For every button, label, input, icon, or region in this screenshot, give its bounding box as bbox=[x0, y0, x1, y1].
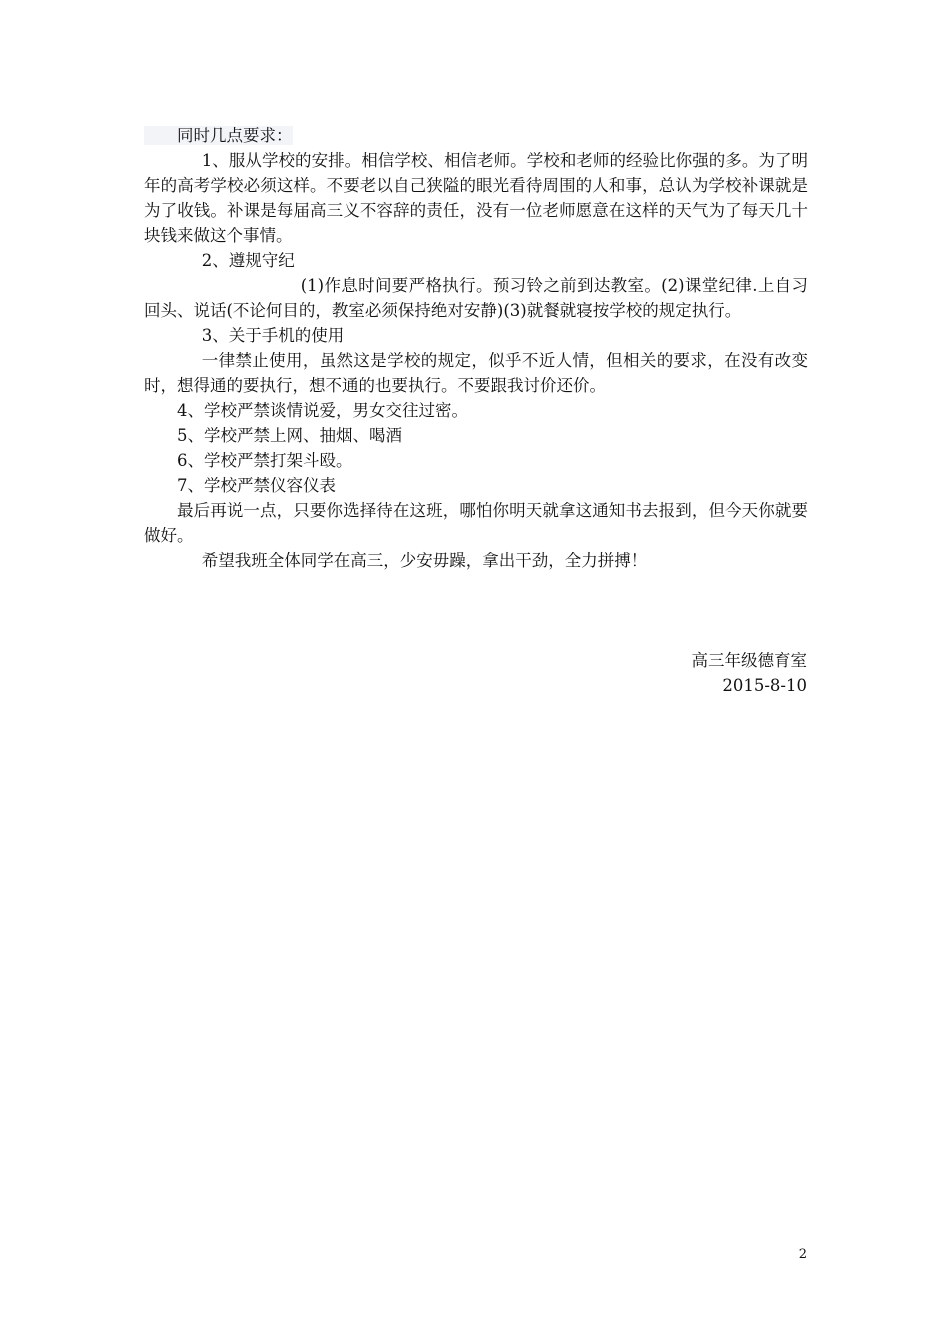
item-5: 5、学校严禁上网、抽烟、喝酒 bbox=[177, 426, 402, 445]
item-3-body: 一律禁止使用，虽然这是学校的规定，似乎不近人情，但相关的要求，在没有改变时，想得通的要执行，想不通的也要执行。不要跟我讨价还价。 bbox=[144, 351, 808, 395]
signature-org: 高三年级德育室 bbox=[691, 651, 807, 670]
signature-date: 2015-8-10 bbox=[722, 676, 807, 695]
page-number: 2 bbox=[798, 1247, 807, 1262]
signature-block bbox=[692, 648, 808, 698]
intro-line bbox=[144, 123, 808, 148]
intro-text: 同时几点要求： bbox=[144, 126, 293, 145]
closing-paragraph: 最后再说一点，只要你选择待在这班，哪怕你明天就拿这通知书去报到，但今天你就要做好。 bbox=[144, 501, 808, 545]
item-2-body: (1)作息时间要严格执行。预习铃之前到达教室。(2)课堂纪律.上自习回头、说话(不论何目的，教室必须保持绝对安静)(3)就餐就寝按学校的规定执行。 bbox=[144, 276, 808, 320]
item-1-paragraph: 1、服从学校的安排。相信学校、相信老师。学校和老师的经验比你强的多。为了明年的高考学校必须这样。不要老以自己狭隘的眼光看待周围的人和事，总认为学校补课就是为了收钱。补课是每届高三义不容辞的责任，没有一位老师愿意在这样的天气为了每天几十块钱来做这个事情。 bbox=[144, 151, 808, 245]
item-4: 4、学校严禁谈情说爱，男女交往过密。 bbox=[177, 401, 468, 420]
hope-line: 希望我班全体同学在高三，少安毋躁，拿出干劲，全力拼搏！ bbox=[201, 551, 648, 570]
item-7: 7、学校严禁仪容仪表 bbox=[177, 476, 336, 495]
item-6: 6、学校严禁打架斗殴。 bbox=[177, 451, 353, 470]
item-3-title: 3、关于手机的使用 bbox=[201, 326, 345, 345]
document-body bbox=[144, 123, 808, 573]
item-2-title: 2、遵规守纪 bbox=[201, 251, 295, 270]
